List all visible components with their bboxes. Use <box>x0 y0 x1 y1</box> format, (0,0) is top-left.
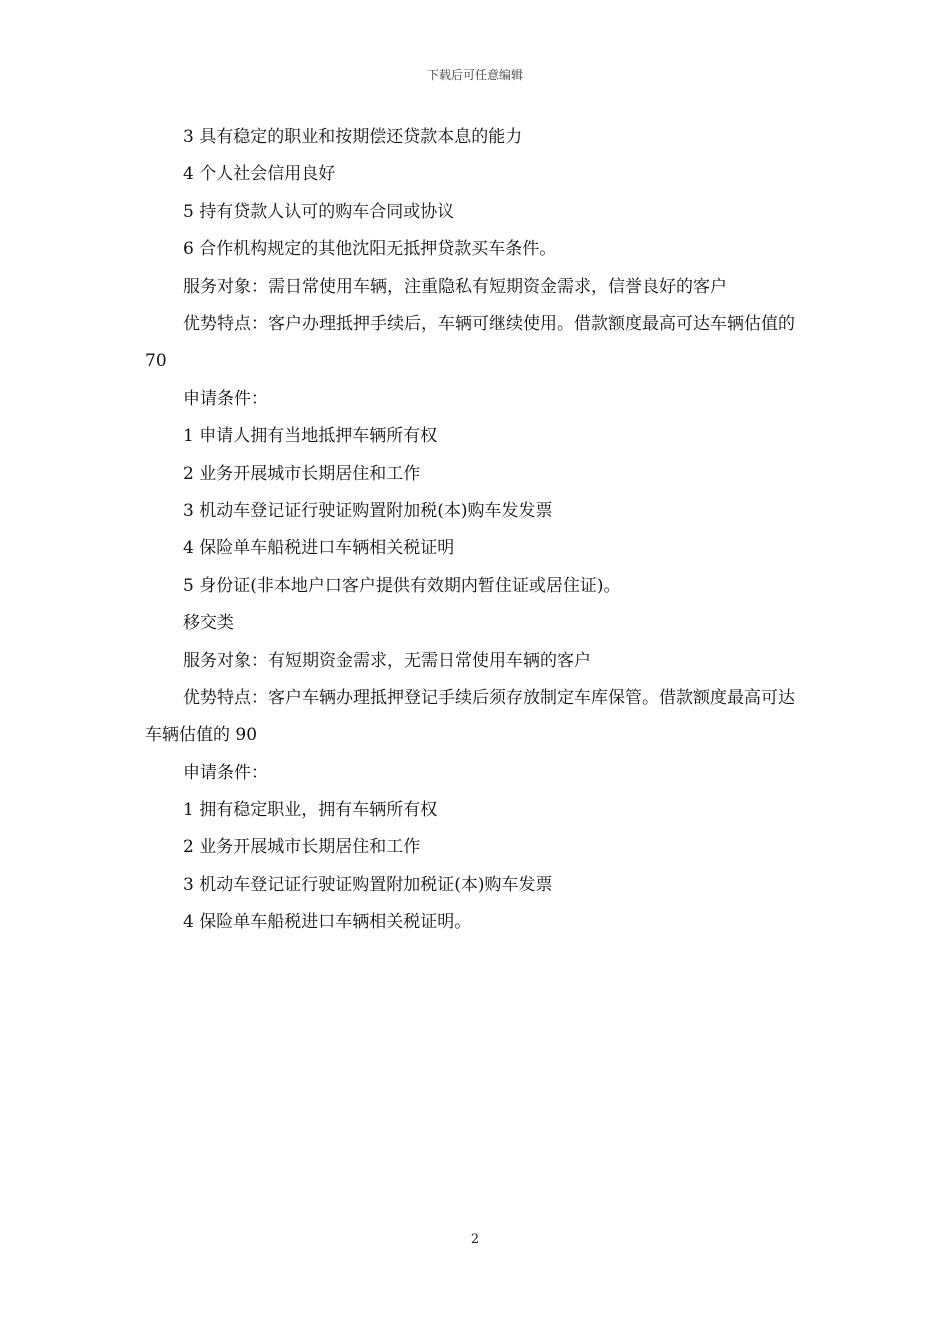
paragraph: 服务对象：需日常使用车辆，注重隐私有短期资金需求，信誉良好的客户 <box>183 276 727 297</box>
paragraph: 4 保险单车船税进口车辆相关税证明。 <box>183 912 472 933</box>
paragraph: 4 保险单车船税进口车辆相关税证明 <box>183 538 455 559</box>
paragraph: 服务对象：有短期资金需求，无需日常使用车辆的客户 <box>183 650 591 671</box>
document-body <box>145 119 810 942</box>
paragraph: 3 机动车登记证行驶证购置附加税证(本)购车发票 <box>183 874 553 895</box>
paragraph: 2 业务开展城市长期居住和工作 <box>183 463 421 484</box>
section-heading: 移交类 <box>183 613 234 634</box>
paragraph: 3 具有稳定的职业和按期偿还贷款本息的能力 <box>183 127 523 147</box>
page-header: 下载后可任意编辑 <box>426 68 523 82</box>
paragraph: 6 合作机构规定的其他沈阳无抵押贷款买车条件。 <box>183 239 557 260</box>
paragraph: 4 个人社会信用良好 <box>183 164 336 185</box>
page-number: 2 <box>470 1232 480 1247</box>
paragraph: 3 机动车登记证行驶证购置附加税(本)购车发发票 <box>183 500 553 521</box>
paragraph: 申请条件： <box>183 388 268 409</box>
paragraph: 申请条件： <box>183 762 268 783</box>
paragraph: 优势特点：客户办理抵押手续后，车辆可继续使用。借款额度最高可达车辆估值的 70 <box>145 313 795 372</box>
paragraph: 2 业务开展城市长期居住和工作 <box>183 837 421 858</box>
paragraph: 优势特点：客户车辆办理抵押登记手续后须存放制定车库保管。借款额度最高可达车辆估值的 90 <box>145 687 795 746</box>
paragraph: 1 拥有稳定职业，拥有车辆所有权 <box>183 800 438 821</box>
paragraph: 5 身份证(非本地户口客户提供有效期内暂住证或居住证)。 <box>183 575 621 596</box>
paragraph: 1 申请人拥有当地抵押车辆所有权 <box>183 426 438 447</box>
paragraph: 5 持有贷款人认可的购车合同或协议 <box>183 201 455 222</box>
